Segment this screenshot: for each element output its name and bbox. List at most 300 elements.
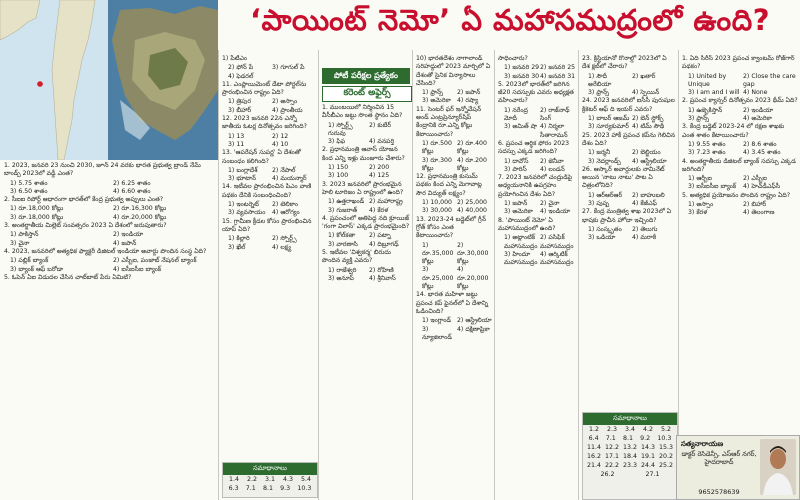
question-text: 26. ఆస్కార్ అవార్డులకు నామినేట్ అయిన 'నాటు నాటు' పాట ఏ చిత్రంలోనిది? [582, 165, 665, 190]
option-row [4, 214, 216, 222]
answer-value: 4.3 [282, 476, 293, 483]
option-row [222, 244, 316, 252]
page-headline: ‘పాయింట్ నెమో’ ఏ మహాసముద్రంలో ఉంది? [249, 3, 771, 37]
option-text: 1) పబ్లిక్ బ్యాంక్ [10, 257, 49, 265]
option-text: 3) వారణాసి [328, 240, 358, 248]
option-text: 3) చైనా [10, 239, 30, 247]
answer-value: 10.3 [297, 485, 312, 492]
answer-value: 18.4 [622, 453, 638, 460]
option-text: 4) శ్రీనివాస్ [369, 274, 396, 282]
option-text: 4) None [743, 89, 768, 97]
answer-value: 8.1 [262, 485, 273, 492]
option-text: 3) 11 [228, 140, 245, 148]
option-text: 4) రష్యా [457, 97, 479, 105]
answer-value: 14.3 [640, 444, 656, 451]
option-text: 3) 6.50 శాతం [10, 187, 48, 195]
option-text: 1) 9.55 శాతం [688, 140, 726, 148]
option-text: 4) హెచ్‌డీఎఫ్‌సీ [743, 183, 781, 191]
option-row [498, 234, 576, 251]
question-text: 13. 2023-24 బడ్జెట్‌లో గ్రీన్ గ్రోత్ కోసం ఎంత కేటాయించారు? [416, 215, 486, 240]
author-phone: 9652578639 [698, 488, 740, 496]
question-text: 24. 2023 జనవరిలో ఐసీసీ పురుషుల క్రికెటర్ ఆఫ్ ది ఇయర్ ఎవరు? [582, 97, 675, 113]
option-text: 2) బెన్ స్టోక్స్ [632, 115, 664, 123]
question-text: 1. ఏది సిరీస్ 2023 ప్రపంచ క్వాంటమ్ రోజ్‌గార్ పథకం? [682, 55, 795, 71]
option-row [582, 192, 676, 200]
answer-row [583, 434, 677, 443]
option-row [222, 167, 316, 175]
option-text: 2) ఫోన్ పే [228, 64, 254, 72]
option-row [416, 242, 492, 267]
option-row [416, 207, 492, 215]
question-text: 2. సీఐఐ రిపోర్ట్ ఆధారంగా భారత్‌లో కేంద్ర ప్రభుత్వ అప్పులు ఎంత? [4, 196, 164, 204]
answer-row [223, 484, 317, 493]
question-column-6 [582, 55, 676, 410]
option-text: 4) ఇండియా [540, 208, 571, 216]
option-row [222, 201, 316, 209]
option-text: 3) 100 [328, 172, 349, 180]
option-text: 3) జనవరి 30 [504, 72, 540, 80]
option-row [4, 231, 216, 239]
option-text: 4) టిమ్ సౌథీ [632, 123, 665, 131]
option-row [222, 64, 316, 72]
option-row [582, 73, 676, 90]
option-text: 2) కుబేర్ [369, 121, 391, 129]
question-text: సాధించారు? [498, 55, 528, 62]
option-row [416, 97, 492, 105]
answer-value: 6.3 [228, 485, 239, 492]
option-text: 1) రాజేశ్వరి [328, 266, 357, 274]
option-text: 2) ఖతార్ [632, 72, 656, 80]
answer-value: 23.3 [622, 462, 638, 469]
option-text: 1) 150 [328, 164, 349, 172]
option-text: 3) గుజరాత్ [328, 206, 358, 214]
answer-value: 3.1 [264, 476, 275, 483]
option-text: 2) నేపాల్ [272, 166, 296, 174]
question-text: 10) భారతదేశం నాగాలాండ్ సరిహద్దులో 2023 మార్చిలో ఏ దేశంతో సైనిక విన్యాసాలు చేసింది? [416, 55, 491, 87]
option-text: 1) జనవరి 29 [504, 64, 540, 72]
option-text: 3) సూర్యకుమార్ [588, 123, 629, 131]
answer-value: 9.3 [280, 485, 291, 492]
option-text: 2) రూ.400 కోట్లు [457, 139, 487, 156]
option-text: 3) 7.23 శాతం [688, 149, 726, 157]
answer-value: 7.1 [245, 485, 256, 492]
option-text: 1) బాబర్ ఆజమ్ [588, 115, 630, 123]
option-text: 4) నిర్మలా సీతారామన్ [540, 123, 568, 139]
section-banner: పోటీ పరీక్షల ప్రత్యేకం [322, 68, 410, 84]
option-text: 1) స్పోర్ట్స్ గురువు [328, 121, 353, 137]
answer-value: 19.1 [640, 453, 656, 460]
option-row [4, 188, 216, 196]
option-text: 4) కేజీఎఫ్ [632, 200, 657, 208]
option-text: 1) 13 [228, 132, 245, 140]
option-row [222, 209, 316, 217]
option-text: 2) 200 [369, 164, 390, 172]
option-row [322, 241, 410, 249]
option-text: 3) అనూప్ [328, 274, 354, 282]
option-text: 4) రూ.20,000 కోట్లు [457, 266, 489, 291]
option-row [498, 200, 576, 208]
answer-value: 27.1 [645, 471, 660, 478]
option-text: 2) ఎస్బీఐ [743, 175, 767, 183]
option-text: 3) రూ.18,000 కోట్లు [10, 213, 64, 221]
option-text: 4) 3.45 శాతం [743, 149, 781, 157]
option-text: 4) 125 [369, 172, 390, 180]
option-text: 1) 10,000 [422, 199, 452, 207]
option-text: 1) బంగ్లాదేశ్ [228, 166, 258, 174]
option-row [582, 226, 676, 234]
option-row [498, 166, 576, 174]
option-text: 1) అస్సాం [688, 201, 714, 209]
option-text: 2) రూ.30,000 కోట్లు [457, 241, 489, 266]
question-text: 4. ప్రపంచంలో అతిపెద్ద నది క్రూయిజ్ 'గంగా విలాస్' ఎక్కడ ప్రారంభమైంది? [322, 214, 410, 231]
option-row [416, 266, 492, 291]
option-text: 4) ఐసీఐసీఐ బ్యాంక్ [113, 265, 162, 273]
option-text: 2) 6.25 శాతం [113, 179, 151, 187]
option-row [682, 183, 798, 191]
option-text: 1) జర్మనీ [588, 149, 611, 157]
option-text: 2) 8.6 శాతం [743, 140, 777, 148]
answer-value: 9.2 [640, 435, 651, 442]
option-text: 1) రూ.35,000 కోట్లు [422, 241, 454, 266]
option-text: 2) బిహార్ [743, 201, 767, 209]
option-row [498, 251, 576, 268]
option-text: 4) తెలంగాణ [743, 209, 775, 217]
option-text: 1) అట్లాంటిక్ మహాసముద్రం [504, 234, 538, 250]
option-text: 2) టెలికాం [272, 201, 299, 209]
option-row [322, 267, 410, 275]
question-text: 12. 2023 జనవరి 22న ఎన్నో జాతీయ ఓటర్ల దినోత్సవం జరిగింది? [222, 115, 307, 131]
option-row [682, 107, 798, 115]
author-photo [760, 439, 796, 495]
option-text: 2) ఎస్బీఐ, పంజాబ్ నేషనల్ బ్యాంక్ [113, 257, 197, 265]
option-text: 1) నరేంద్ర మోదీ [504, 106, 528, 123]
option-row [222, 107, 316, 115]
question-text: 1. ముంబయిలో నిర్మించిన 15 వీసీబీఎం జట్టు సొంత స్థానం ఏది? [322, 104, 403, 120]
option-row [416, 199, 492, 207]
question-column-2 [222, 55, 316, 460]
option-text: 2) ఇండియా [743, 106, 774, 114]
option-text: 4) ఆస్ట్రేలియా [632, 157, 667, 165]
answer-row [583, 452, 677, 461]
option-row [4, 266, 216, 274]
option-text: 3) రూ.300 కోట్లు [422, 156, 452, 172]
option-text: 3) నెదర్లాండ్స్ [588, 157, 621, 165]
option-row [498, 73, 576, 81]
question-text: 27. కేంద్ర మంత్రిత్వ శాఖ 2023లో ఏ భాషకు ప్రాచీన హోదా ఇచ్చింది? [582, 208, 672, 224]
question-text: 3. 2023 జనవరిలో ప్రారంభమైన హెలి టూరిజం ఏ రాష్ట్రంలో ఉంది? [322, 180, 404, 196]
option-row [682, 141, 798, 149]
question-text: 25. 2023 హాకీ ప్రపంచ కప్‌ను గెలిచిన దేశం ఏది? [582, 131, 676, 147]
option-text: 3) రూ.25,000 కోట్లు [422, 266, 454, 291]
option-text: 4) ప్రాంతీయ [272, 106, 303, 114]
option-text: 2) ఇండియా [113, 231, 144, 239]
option-text: 2) 25,000 [457, 199, 487, 207]
option-row [322, 172, 410, 180]
option-text: 4) లండన్ [540, 165, 565, 173]
question-column-3 [322, 104, 410, 498]
option-text: 3) ఫిఫ [328, 138, 346, 146]
answer-row [583, 461, 677, 470]
option-text: 1) ఆర్బీఐ [688, 175, 712, 183]
option-row [682, 149, 798, 157]
column-divider [318, 50, 319, 500]
question-text: 6. ప్రపంచ ఆర్థిక ఫోరం 2023 సదస్సు ఎక్కడ జరిగింది? [498, 139, 570, 156]
option-text: 2) మహారాష్ట్ర [369, 198, 403, 206]
option-text: 2) పట్నా [369, 232, 391, 240]
option-row [682, 73, 798, 90]
option-row [222, 133, 316, 141]
option-text: 4) ఫెడరల్ [228, 72, 254, 80]
option-text: 3) I am and I will [688, 89, 740, 97]
option-row [498, 107, 576, 124]
option-text: 4) లక్ష్య [272, 243, 292, 251]
question-text: 5. అత్యధిక ప్రయోజనం పొందిన రాష్ట్రం ఏది? [682, 191, 791, 199]
option-text: 1) కిల్లారి [228, 235, 250, 243]
question-text: 23. క్రిస్టియానో రొనాల్డో 2023లో ఏ దేశ క్లబ్‌లో చేరారు? [582, 55, 667, 71]
option-text: 2) 12 [272, 132, 289, 140]
option-text: 3) భూటాన్ [228, 175, 256, 183]
option-text: 3) పారిస్ [504, 165, 527, 173]
option-text: 3) ఫ్రాన్స్ [688, 115, 710, 123]
option-text: 2) Close the care gap [743, 72, 796, 88]
option-text: 4) అమెరికా [743, 115, 772, 123]
option-text: 2) బెల్జియం [632, 149, 661, 157]
option-text: 3) కేరళ [688, 209, 708, 217]
option-text: 4) జపాన్ [113, 239, 137, 247]
option-row [582, 149, 676, 157]
question-text: 14. ఇటీవల ప్రారంభించిన పిఎం వాణి పథకం దేనికి సంబంధించింది? [222, 183, 312, 199]
option-text: 4) దిబ్రూగఢ్ [369, 240, 399, 248]
option-text: 4) మయన్మార్ [272, 175, 307, 183]
option-text: 4) 40,000 [457, 207, 487, 215]
option-text: 3) బీహార్ [228, 106, 252, 114]
option-text: 2) పసిఫిక్ మహాసముద్రం [540, 234, 574, 250]
answer-value: 7.1 [605, 435, 616, 442]
author-card [676, 435, 800, 500]
answer-value: 5.4 [300, 476, 311, 483]
option-row [416, 157, 492, 174]
option-text: 3) అమెరికా [504, 208, 533, 216]
option-text: 2) రాజ్‌నాథ్ సింగ్ [540, 106, 570, 123]
option-text: 1) ఉత్తరాఖండ్ [328, 198, 365, 206]
point-nemo-marker [37, 81, 43, 87]
option-text: 4) ఆర్కిటిక్ మహాసముద్రం [540, 250, 574, 267]
question-text: 4. 2023, జనవరిలో అత్యధిక ఫ్యాక్టరీ డిజిటల్ ఇండియా అవార్డు పొందిన సంస్థ ఏది? [4, 247, 207, 255]
option-text: 2) అస్సాం [272, 98, 298, 106]
option-text: 3) హిందూ మహాసముద్రం [504, 250, 538, 267]
question-text: 5. ఓపెన్ ఏఐ విడుదల చేసిన చాట్‌బాట్ పేరు ఏమిటి? [4, 273, 132, 281]
option-text: 3) గూగుల్ పే [272, 64, 305, 72]
answer-value: 25.2 [658, 462, 674, 469]
answer-value: 8.1 [622, 435, 633, 442]
question-text: 3. కేంద్ర బడ్జెట్ 2023-24 లో రక్షణ శాఖకు ఎంత శాతం కేటాయించారు? [682, 123, 785, 139]
option-text: 4) జనవరి 31 [540, 72, 576, 80]
column-divider [578, 50, 579, 500]
answer-row [583, 470, 677, 479]
option-text: 4) మరాఠీ [632, 234, 657, 242]
option-row [222, 235, 316, 243]
option-text: 1) సంస్కృతం [588, 225, 622, 233]
answer-value: 2.2 [246, 476, 257, 483]
option-text: 1) United by Unique [688, 72, 727, 88]
option-text: 2) స్పోర్ట్స్ [272, 235, 297, 243]
option-text: 2) చైనా [540, 200, 560, 208]
column-divider [678, 50, 679, 500]
option-text: 1) కోల్‌కతా [328, 232, 356, 240]
question-column-3-top [322, 55, 410, 67]
answer-value: 21.4 [586, 462, 602, 469]
answer-value: 2.3 [606, 426, 617, 433]
option-row [582, 158, 676, 166]
answer-box-2 [582, 412, 678, 500]
option-text: 2) బాహుబలి [632, 191, 665, 199]
option-text: 3) 30,000 [422, 207, 452, 215]
option-row [322, 164, 410, 172]
option-text: 4) రూ.200 కోట్లు [457, 156, 487, 172]
answer-value: 12.2 [604, 444, 620, 451]
answer-value: 3.4 [624, 426, 635, 433]
option-row [322, 198, 410, 206]
question-text: 3. అంతర్జాతీయ మిల్లెట్ సంవత్సరం 2023 ఏ దేశంలో జరుపుతారు? [4, 222, 167, 230]
column-divider [412, 50, 413, 500]
option-text: 4) కేరళ [369, 206, 389, 214]
option-row [416, 326, 492, 343]
question-text: 11. సెంటర్ ఫర్ ఇన్నోవేషన్ అండ్ ఎంట్రప్రెన్యూర్‌షిప్ కేంద్రానికి రూ.ఎన్ని కోట్లు కేటాయించారు? [416, 105, 482, 138]
option-text: 4) వనపర్తి [369, 138, 395, 146]
option-text: 4) 6.60 శాతం [113, 187, 151, 195]
option-text: 3) అమెరికా [422, 97, 451, 105]
answer-value: 13.2 [622, 444, 638, 451]
answer-value: 24.4 [640, 462, 656, 469]
answer-box-1 [222, 462, 318, 498]
answer-value: 11.4 [586, 444, 602, 451]
option-text: 1) ఫ్రాన్స్ [422, 89, 444, 97]
answer-value: 15.3 [658, 444, 674, 451]
column-divider [218, 50, 219, 500]
option-text: 1) సౌదీ అరేబియా [588, 72, 612, 88]
option-text: 4) స్పెయిన్ [632, 89, 660, 97]
option-row [682, 209, 798, 217]
option-row [498, 208, 576, 216]
option-row [322, 275, 410, 283]
option-text: 2) జనవరి 25 [540, 64, 576, 72]
option-text: 3) న్యూజిలాండ్ [422, 325, 452, 341]
option-text: 1) ఉజ్బెకిస్తాన్ [688, 106, 723, 114]
question-text: 2. ప్రధానమంత్రి ఆవాస్ యోజన కింద ఎన్ని ఇళ్లు మంజూరు చేశారు? [322, 146, 405, 162]
option-text: 3) అమిత్ షా [504, 123, 537, 131]
question-text: 12. ప్రధానమంత్రి కుసుమ్ పథకం కింద ఎన్ని మెగావాట్ల సౌర విద్యుత్ లక్ష్యం? [416, 173, 482, 197]
question-column-5 [498, 55, 576, 498]
question-text: 11. ఎంప్లాయిమెంట్ డేటా పోర్టల్‌ను ప్రారంభించిన రాష్ట్రం ఏది? [222, 80, 307, 97]
answer-value: 4.2 [642, 426, 653, 433]
answer-row [583, 425, 677, 434]
answer-value: 10.3 [657, 435, 672, 442]
option-row [416, 140, 492, 157]
option-row [4, 180, 216, 188]
option-text: 4) రూ.20,000 కోట్లు [113, 213, 167, 221]
question-text: 5. 2023లో భారత్‌లో జరిగిన జీ20 సదస్సుకు ఎవరు అధ్యక్షత వహించారు? [498, 80, 574, 105]
answer-row [583, 443, 677, 452]
option-text: 1) 5.75 శాతం [10, 179, 48, 187]
option-text: 1) ఇంగ్లాండ్ [422, 317, 452, 325]
option-text: 3) బ్యాంక్ ఆఫ్ బరోడా [10, 265, 64, 273]
option-row [416, 317, 492, 325]
option-text: 1) రూ.18,000 కోట్లు [10, 205, 64, 213]
answer-value: 6.4 [588, 435, 599, 442]
answer-value: 20.2 [658, 453, 674, 460]
column-divider [494, 50, 495, 500]
option-text: 3) వ్యవసాయం [228, 209, 266, 217]
question-text: 8. 'పాయింట్ నెమో' ఏ మహాసముద్రంలో ఉంది? [498, 216, 556, 232]
option-text: 4) దక్షిణాఫ్రికా [457, 325, 490, 333]
option-row [322, 122, 410, 139]
option-text: 1) త్రిపుర [228, 98, 252, 106]
option-row [4, 257, 216, 265]
answer-value: 17.1 [604, 453, 620, 460]
question-text: 13. 'ఆపరేషన్ సుపర్ణ' ఏ దేశంతో సంబంధం కలిగింది? [222, 149, 301, 165]
option-text: 3) ఐసీఐసీఐ బ్యాంక్ [688, 183, 737, 191]
option-row [4, 240, 216, 248]
author-description: డాక్టర్ రెసిడెన్సీ, ఎస్‌ఆర్ నగర్, హైదరాబాద్ [681, 450, 757, 466]
option-text: 2) ఆస్ట్రేలియా [457, 317, 492, 325]
answer-value: 1.4 [228, 476, 239, 483]
option-text: 1) ఆర్ఆర్ఆర్ [588, 191, 623, 199]
question-column-1 [4, 162, 216, 498]
option-row [222, 73, 316, 81]
question-text: 1) పేటీఎం [222, 55, 248, 62]
question-text: 15. గ్రామీణ క్రీడల కోసం ప్రారంభించిన యాప్ ఏది? [222, 217, 312, 233]
answer-box-label: సమాధానాలు [223, 463, 317, 475]
option-text: 2) జపాన్ [457, 89, 481, 97]
world-map-image [0, 0, 218, 160]
question-text: 5. ఇటీవల 'విశ్వకర్మ' బిరుదు పొందిన వ్యక్తి ఎవరు? [322, 249, 391, 265]
author-name: సత్యనారాయణ [681, 440, 724, 448]
option-text: 1) రూ.500 కోట్లు [422, 139, 452, 156]
option-text: 2) జెనీవా [540, 157, 564, 165]
option-text: 2) తెలుగు [632, 225, 658, 233]
option-row [322, 207, 410, 215]
option-text: 2) రోహిణి [369, 266, 394, 274]
option-row [222, 98, 316, 106]
answer-value: 22.2 [604, 462, 620, 469]
option-row [498, 158, 576, 166]
option-text: 1) దావోస్ [504, 157, 529, 165]
option-row [498, 64, 576, 72]
answer-value: 1.2 [588, 426, 599, 433]
question-column-7 [682, 55, 798, 433]
question-column-4 [416, 55, 492, 498]
option-text: 1) జపాన్ [504, 200, 528, 208]
option-row [4, 205, 216, 213]
section-subbanner: కరెంట్ అఫైర్స్ [322, 86, 412, 102]
answer-box-label: సమాధానాలు [583, 413, 677, 425]
option-text: 1) పాకిస్తాన్ [10, 231, 39, 239]
option-text: 1) ఇంటర్నెట్ [228, 201, 259, 209]
question-text: 7. 2023 జనవరిలో చంద్రుడిపై అధ్యయనానికి ఉపగ్రహం ప్రయోగించిన దేశం ఏది? [498, 174, 573, 198]
option-text: 3) పుష్ప [588, 200, 610, 208]
answer-value: 26.2 [600, 471, 615, 478]
option-text: 3) ఖేల్ [228, 243, 246, 251]
question-text: 14. భారత మహిళా జట్టు ప్రపంచ కప్ ఫైనల్‌లో ఏ దేశాన్ని ఓడించింది? [416, 291, 489, 315]
option-row [322, 232, 410, 240]
option-text: 3) ఫ్రాన్స్ [588, 89, 610, 97]
question-text: 2. ప్రపంచ క్యాన్సర్ దినోత్సవం 2023 థీమ్ ఏది? [682, 97, 798, 105]
option-row [498, 123, 576, 140]
option-row [582, 123, 676, 131]
question-text: 1. 2023, జనవరి 23 నుంచి 2030, జూన్ 24 వరకు భారత ప్రభుత్వ బ్రాండ్ నేమ్ బాండ్స్ 2023లో వడ్డీ ఎంత? [4, 162, 201, 178]
option-text: 4) 10 [272, 140, 289, 148]
question-text: 4. అంతర్జాతీయ డిజిటల్ బ్యాంక్ సదస్సు ఎక్కడ జరిగింది? [682, 157, 796, 173]
